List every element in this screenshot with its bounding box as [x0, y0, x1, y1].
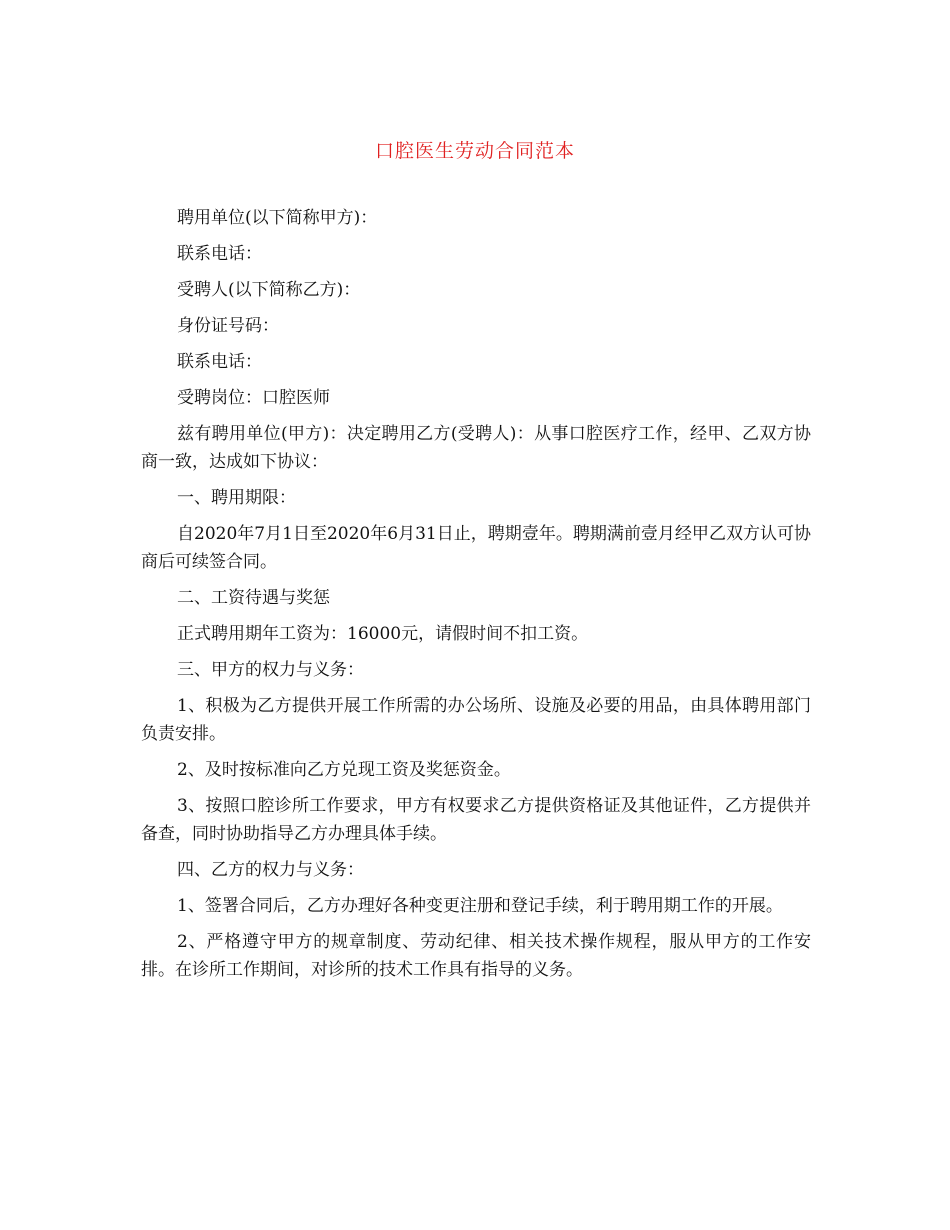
paragraph-employee: 受聘人(以下简称乙方)：	[177, 280, 361, 300]
paragraph-employee-phone: 联系电话：	[177, 352, 262, 372]
paragraph-employer-phone: 联系电话：	[177, 244, 262, 264]
section-heading-employer-rights: 三、甲方的权力与义务：	[177, 660, 364, 680]
paragraph-employer: 聘用单位(以下简称甲方)：	[177, 208, 378, 228]
section-heading-salary: 二、工资待遇与奖惩	[177, 588, 330, 608]
paragraph-employer-item-2: 2、及时按标准向乙方兑现工资及奖惩资金。	[177, 760, 511, 780]
document-title: 口腔医生劳动合同范本	[374, 140, 575, 162]
paragraph-position: 受聘岗位：口腔医师	[177, 388, 330, 408]
paragraph-employer-item-1: 1、积极为乙方提供开展工作所需的办公场所、设施及必要的用品，由具体聘用部门负责安排。	[141, 696, 811, 744]
section-heading-term: 一、聘用期限：	[177, 488, 296, 508]
document-body	[141, 204, 811, 992]
paragraph-employer-item-3: 3、按照口腔诊所工作要求，甲方有权要求乙方提供资格证及其他证件，乙方提供并备查，同时协助指导乙方办理具体手续。	[141, 796, 811, 844]
paragraph-id-number: 身份证号码：	[177, 316, 279, 336]
paragraph-term: 自2020年7月1日至2020年6月31日止，聘期壹年。聘期满前壹月经甲乙双方认可协商后可续签合同。	[141, 524, 811, 572]
paragraph-employee-item-2: 2、严格遵守甲方的规章制度、劳动纪律、相关技术操作规程，服从甲方的工作安排。在诊所工作期间，对诊所的技术工作具有指导的义务。	[141, 932, 811, 980]
paragraph-salary: 正式聘用期年工资为：16000元，请假时间不扣工资。	[177, 624, 589, 644]
paragraph-preamble: 兹有聘用单位(甲方)：决定聘用乙方(受聘人)：从事口腔医疗工作，经甲、乙双方协商一致，达成如下协议：	[141, 424, 811, 472]
section-heading-employee-rights: 四、乙方的权力与义务：	[177, 860, 364, 880]
paragraph-employee-item-1: 1、签署合同后，乙方办理好各种变更注册和登记手续，利于聘用期工作的开展。	[177, 896, 783, 916]
